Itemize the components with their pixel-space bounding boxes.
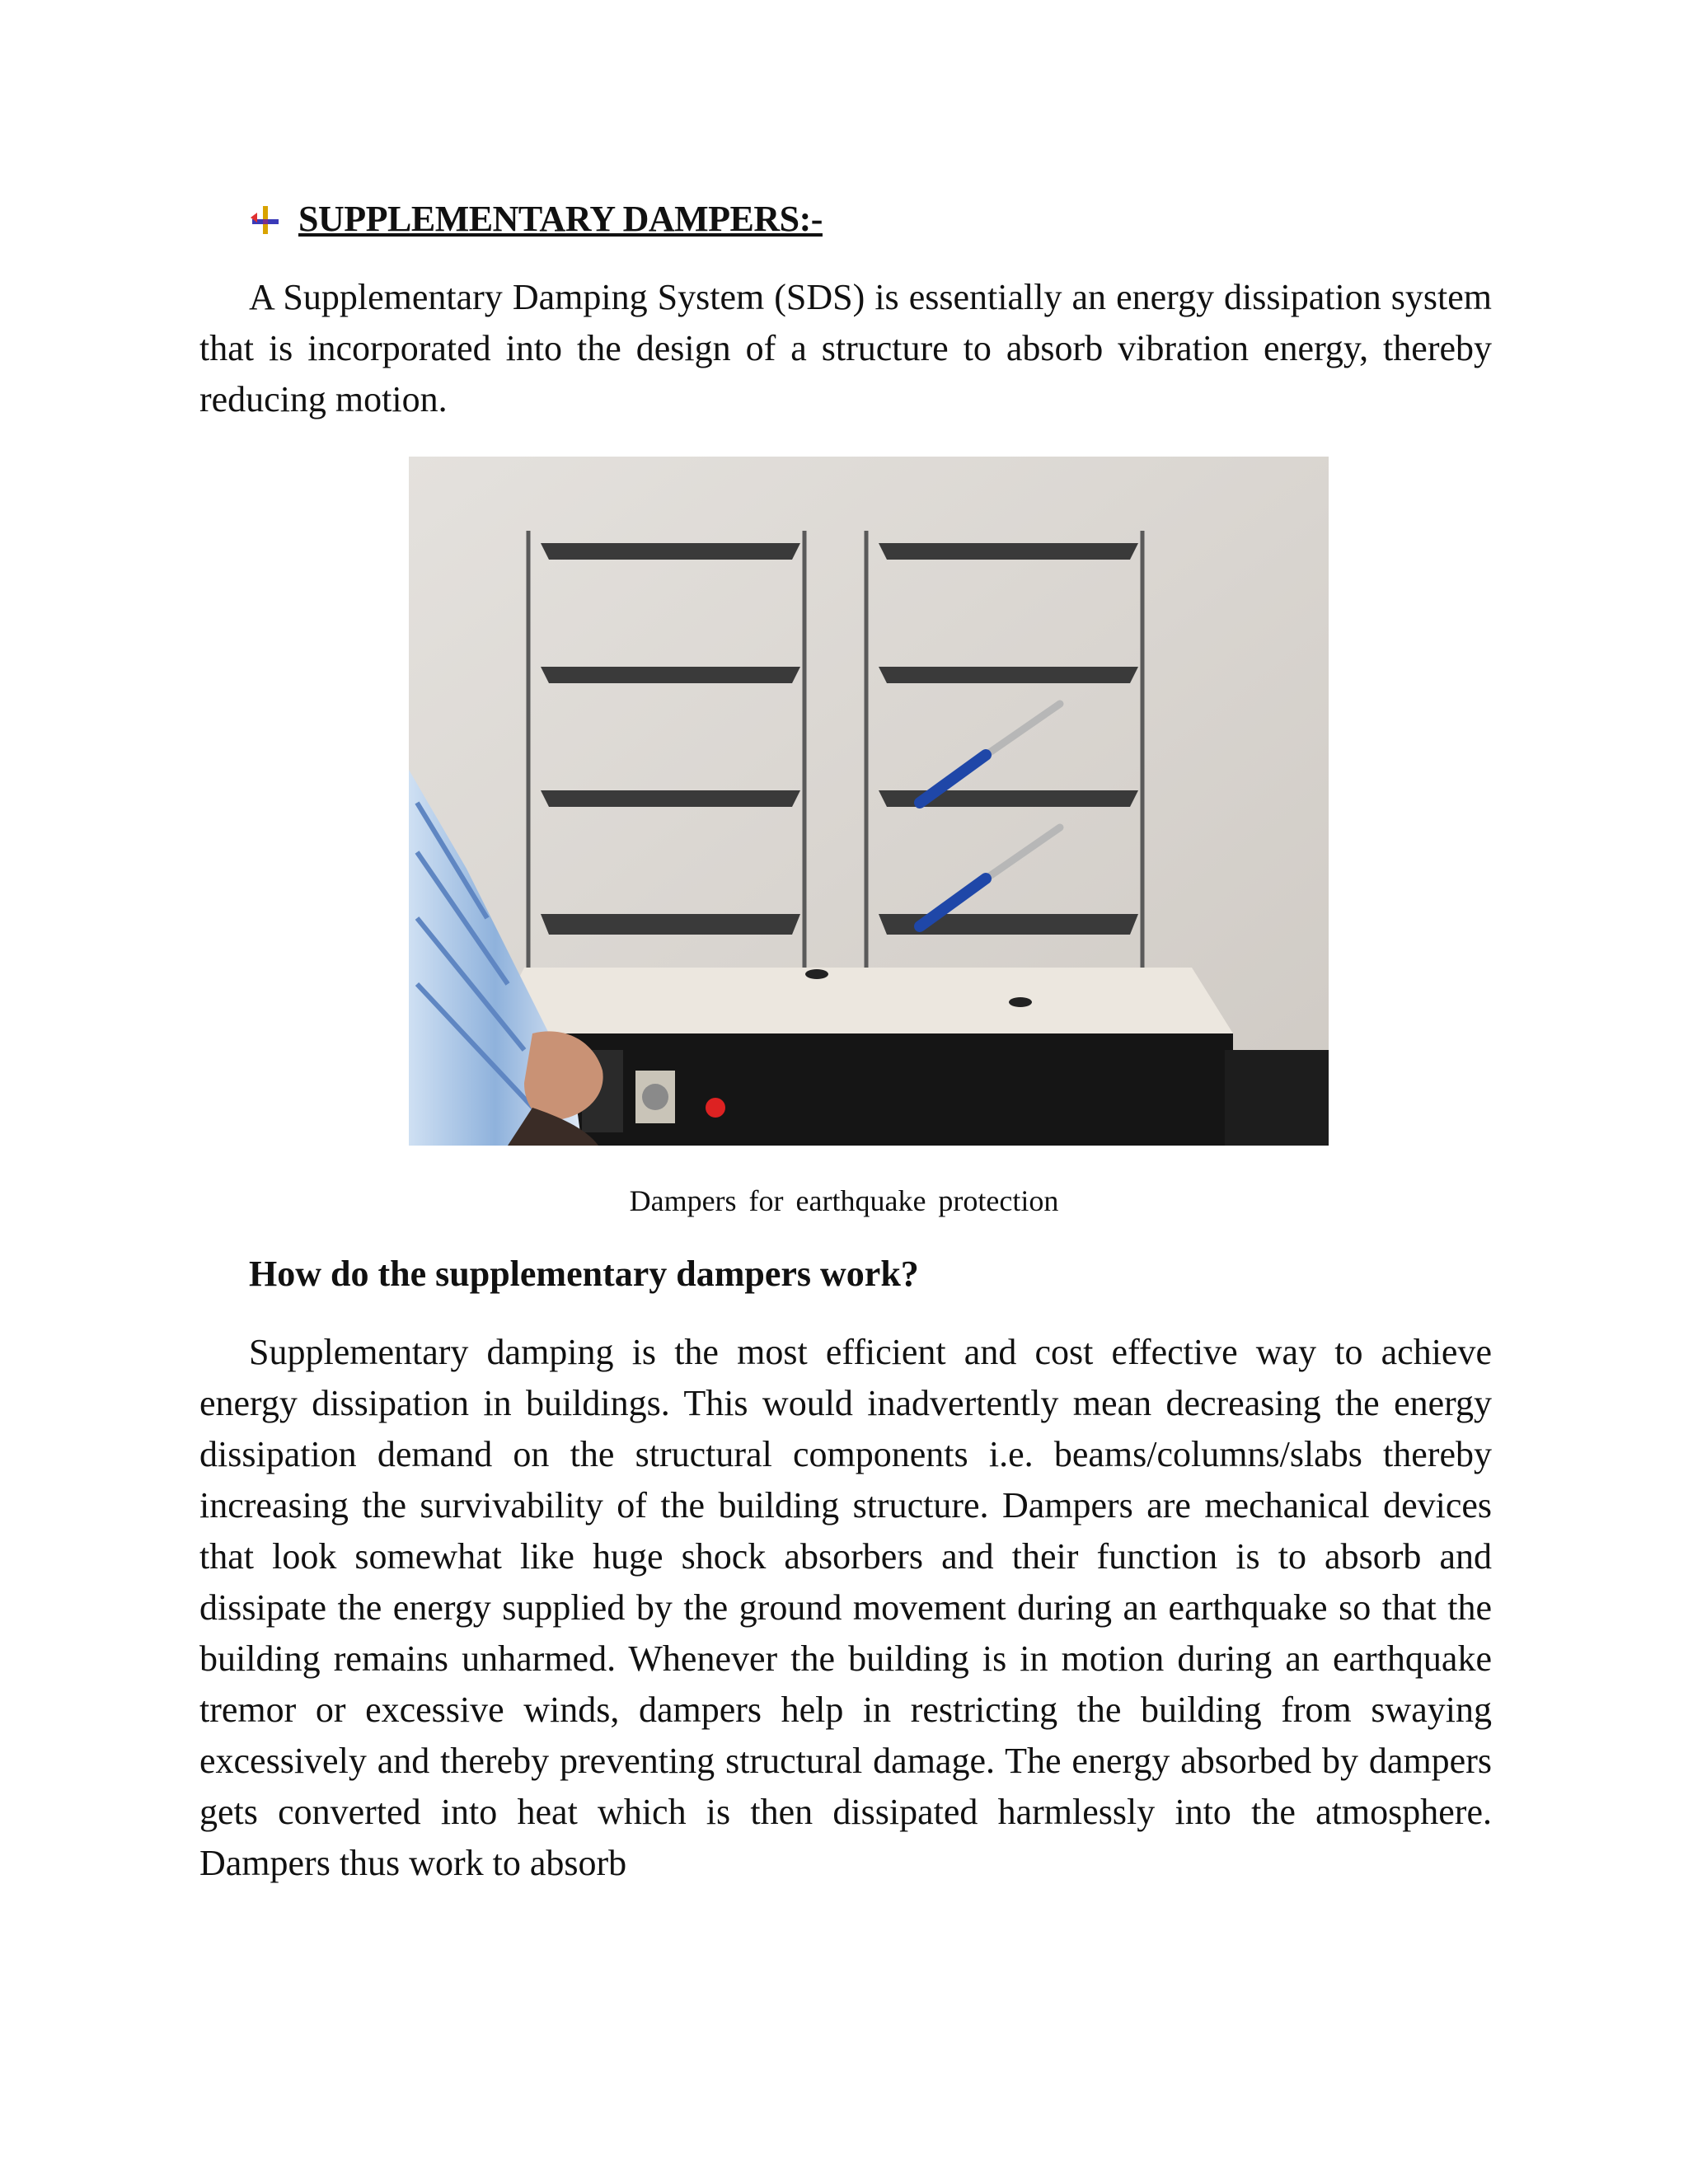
arrow-cross-bullet-icon [247, 201, 284, 237]
photo-illustration [409, 457, 1329, 1146]
subsection-title: How do the supplementary dampers work? [249, 1254, 919, 1294]
body-text: Supplementary damping is the most efficient and cost effective way to achieve energy dissipation in buildings. This would inadvertently mean decreasing the energy dissipation demand on the structural components i.e. beams/columns/slabs thereby increasing the survivability of the building structure. Dampers are mechanical devices that look somewhat like huge shock absorbers and their function is to absorb and dissipate the energy supplied by the ground movement during an earthquake so that the building remains unharmed. Whenever the building is in motion during an earthquake tremor or excessive winds, dampers help in restricting the building from swaying excessively and thereby preventing structural damage. The energy absorbed by dampers gets converted into heat which is then dissipated harmlessly into the atmosphere. Dampers thus work to absorb [199, 1332, 1492, 1883]
section-title: SUPPLEMENTARY DAMPERS:- [298, 199, 823, 239]
figure-caption: Dampers for earthquake protection [629, 1184, 1059, 1217]
section-heading-row [247, 198, 823, 240]
body-paragraph [199, 1327, 1492, 1889]
intro-text: A Supplementary Damping System (SDS) is essentially an energy dissipation system that is incorporated into the design of a structure to absorb vibration energy, thereby reducing motion. [199, 277, 1492, 419]
intro-paragraph [199, 272, 1492, 425]
damper-demo-photo [409, 457, 1329, 1146]
